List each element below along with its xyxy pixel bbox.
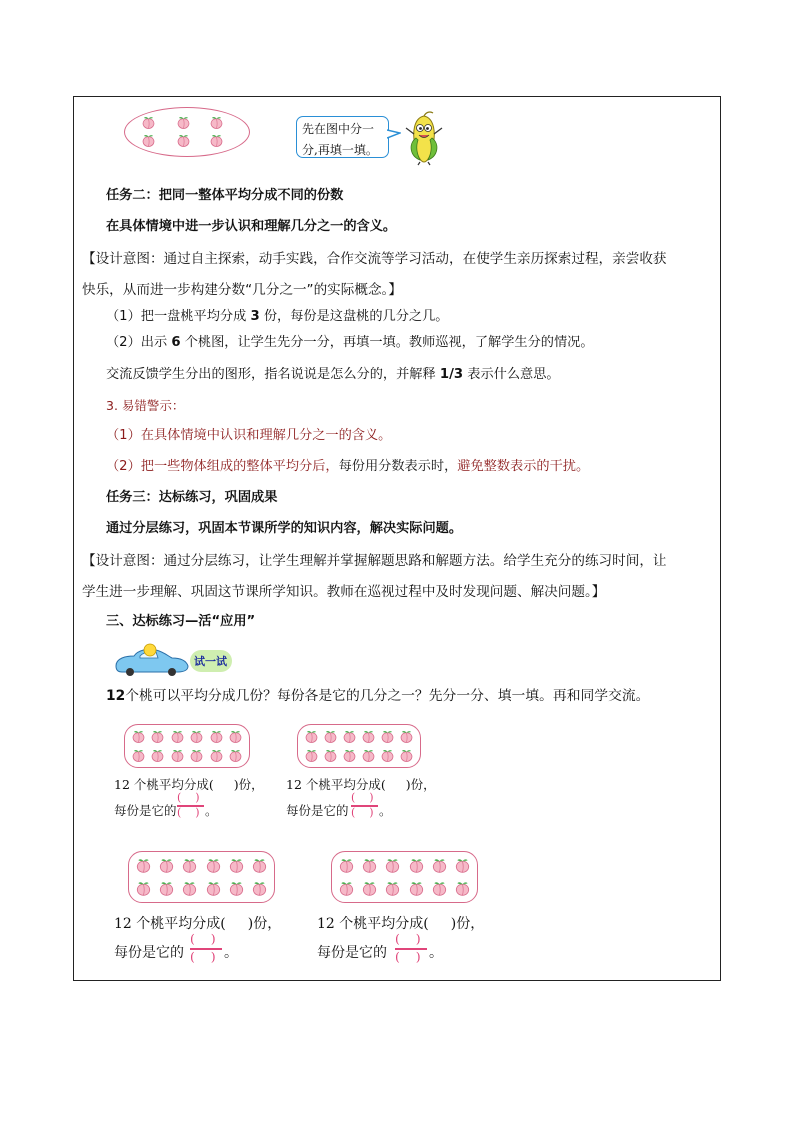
try-it-badge [190, 650, 232, 672]
peach-icon [131, 729, 146, 744]
exercise-2-line-2: 每份是它的 [286, 803, 349, 818]
peach-icon [399, 729, 414, 744]
peach-icon [384, 857, 401, 874]
task2-step-1 [106, 308, 448, 326]
peach-icon [361, 880, 378, 897]
peach-icon [323, 729, 338, 744]
peach-icon [408, 880, 425, 897]
peach-icon [361, 729, 376, 744]
peach-icon [141, 115, 156, 130]
step1-text-c: 份，每份是这盘桃的几分之几。 [259, 309, 449, 324]
exercise-2-text-a: 12 个桃平均分成( [286, 777, 386, 792]
exercise-3-line-1 [114, 913, 281, 933]
exercise-1-numerator[interactable]: ( ) [177, 791, 200, 804]
exercise-1-text-b: )份， [233, 777, 264, 792]
practice-question [106, 687, 649, 705]
task3-design-1: 【设计意图：通过分层练习，让学生理解并掌握解题思路和解题方法。给学生充分的练习时间，让 [82, 553, 667, 569]
peach-icon [150, 748, 165, 763]
peach-group-1 [124, 724, 250, 768]
peach-icon [209, 748, 224, 763]
peach-group-2 [297, 724, 421, 768]
task2-design-1: 【设计意图：通过自主探索，动手实践，合作交流等学习活动，在使学生亲历探索过程，亲尝收获 [82, 251, 667, 267]
exercise-2-end: 。 [379, 803, 392, 818]
peach-icon [205, 857, 222, 874]
task3-goal: 通过分层练习，巩固本节课所学的知识内容，解决实际问题。 [106, 521, 463, 536]
exercise-4-line-2: 每份是它的 [317, 945, 387, 961]
hint-bubble [296, 116, 389, 158]
warning-item-1: （1）在具体情境中认识和理解几分之一的含义。 [106, 428, 392, 443]
peach-icon [170, 729, 185, 744]
exercise-4-text-b: )份， [450, 916, 485, 932]
peach-icon [209, 115, 224, 130]
peach-icon [338, 857, 355, 874]
peach-icon [209, 133, 224, 148]
peach-icon [228, 729, 243, 744]
exercise-4-denominator[interactable]: ( ) [395, 949, 421, 964]
peach-icon [338, 880, 355, 897]
bubble-tail-icon [387, 128, 401, 140]
peach-icon [135, 857, 152, 874]
peach-icon [399, 748, 414, 763]
peach-icon [135, 880, 152, 897]
section3-title: 三、达标练习—活“应用” [106, 614, 256, 629]
step1-text-a: （1）把一盘桃平均分成 [106, 309, 251, 324]
exercise-3-text-b: )份， [247, 916, 282, 932]
try-it-label: 试一试 [194, 655, 227, 668]
task2-title: 任务二：把同一整体平均分成不同的份数 [106, 188, 344, 203]
peach-group-4 [331, 851, 478, 903]
six-peaches-oval [124, 107, 250, 157]
car-icon [112, 642, 192, 676]
step2-text-a: （2）出示 [106, 335, 172, 350]
corn-mascot-icon [400, 110, 448, 166]
peach-icon [251, 857, 268, 874]
peach-icon [361, 857, 378, 874]
peach-icon [131, 748, 146, 763]
peach-icon [181, 857, 198, 874]
exercise-3-numerator[interactable]: ( ) [190, 931, 216, 946]
peach-icon [170, 748, 185, 763]
peach-icon [228, 748, 243, 763]
exercise-1-denominator[interactable]: ( ) [177, 806, 200, 819]
peach-icon [158, 857, 175, 874]
task2-step-2 [106, 334, 594, 352]
exercise-1-line-2: 每份是它的 [114, 803, 177, 818]
peach-icon [342, 748, 357, 763]
task3-title: 任务三：达标练习，巩固成果 [106, 490, 278, 505]
exercise-4-numerator[interactable]: ( ) [395, 931, 421, 946]
peach-icon [454, 857, 471, 874]
exercise-4-line-1 [317, 913, 484, 933]
exercise-3-denominator[interactable]: ( ) [190, 949, 216, 964]
exercise-2-text-b: )份， [405, 777, 436, 792]
peach-icon [304, 748, 319, 763]
peach-icon [158, 880, 175, 897]
peach-group-3 [128, 851, 275, 903]
peach-icon [205, 880, 222, 897]
exercise-3-end: 。 [224, 945, 238, 961]
peach-icon [228, 857, 245, 874]
exercise-4-text-a: 12 个桃平均分成( [317, 916, 429, 932]
exercise-1-end: 。 [205, 803, 218, 818]
hint-line-1: 先在图中分一 [302, 122, 375, 136]
peach-icon [380, 748, 395, 763]
exercise-3-text-a: 12 个桃平均分成( [114, 916, 226, 932]
peach-icon [176, 115, 191, 130]
step2-number: 6 [171, 335, 181, 350]
task3-design-2: 学生进一步理解、巩固这节课所学知识。教师在巡视过程中及时发现问题、解决问题。】 [82, 584, 606, 600]
exercise-2-denominator[interactable]: ( ) [351, 806, 374, 819]
peach-icon [408, 857, 425, 874]
peach-icon [323, 748, 338, 763]
peach-icon [454, 880, 471, 897]
peach-icon [431, 857, 448, 874]
exercise-3-line-2: 每份是它的 [114, 945, 184, 961]
task2-feedback [106, 366, 560, 384]
peach-icon [431, 880, 448, 897]
peach-icon [384, 880, 401, 897]
exercise-2-numerator[interactable]: ( ) [351, 791, 374, 804]
question-text: 个桃可以平均分成几份？每份各是它的几分之一？先分一分、填一填。再和同学交流。 [125, 688, 650, 704]
feedback-text-c: 表示什么意思。 [463, 367, 560, 382]
peach-icon [361, 748, 376, 763]
peach-icon [228, 880, 245, 897]
peach-icon [189, 748, 204, 763]
warning-title: 3. 易错警示： [106, 398, 185, 413]
warning-item-2-a: （2）把一些物体组成的整体平均分后， [106, 459, 339, 474]
warning-item-2 [106, 458, 589, 476]
peach-icon [141, 133, 156, 148]
warning-item-2-c: 避免整数表示的干扰。 [457, 459, 590, 474]
peach-icon [181, 880, 198, 897]
exercise-4-end: 。 [429, 945, 443, 961]
peach-icon [189, 729, 204, 744]
warning-item-2-b: 每份用分数表示时， [338, 459, 458, 474]
peach-icon [304, 729, 319, 744]
peach-icon [209, 729, 224, 744]
peach-icon [380, 729, 395, 744]
peach-icon [342, 729, 357, 744]
question-number: 12 [106, 688, 126, 704]
peach-icon [176, 133, 191, 148]
step2-text-c: 个桃图，让学生先分一分，再填一填。教师巡视，了解学生分的情况。 [180, 335, 594, 350]
exercise-1-text-a: 12 个桃平均分成( [114, 777, 214, 792]
peach-icon [251, 880, 268, 897]
task2-design-2: 快乐，从而进一步构建分数“几分之一”的实际概念。】 [82, 282, 402, 298]
feedback-fraction: 1/3 [439, 367, 464, 382]
feedback-text-a: 交流反馈学生分出的图形，指名说说是怎么分的，并解释 [106, 367, 440, 382]
hint-line-2: 分,再填一填。 [302, 143, 378, 157]
peach-icon [150, 729, 165, 744]
step1-number: 3 [250, 309, 260, 324]
task2-goal: 在具体情境中进一步认识和理解几分之一的含义。 [106, 219, 397, 234]
